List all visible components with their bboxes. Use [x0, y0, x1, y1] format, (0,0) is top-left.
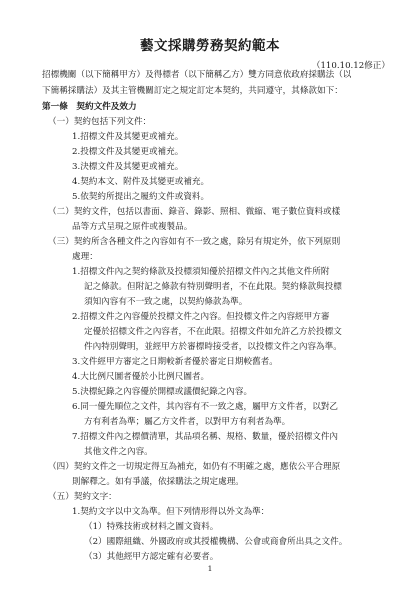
list-item: 方有利者為準；屬乙方文件者，以對甲方有利者為準。 [84, 417, 291, 427]
list-item: 5.依契約所提出之履約文件或資料。 [72, 192, 210, 202]
list-item: 定優於招標文件之內容者，不在此限。招標文件如允許乙方於投標文 [84, 327, 342, 337]
intro-line: 下簡稱採購法）及其主管機關訂定之規定訂定本契約，共同遵守，其條款如下： [42, 86, 343, 96]
section-paragraph: 則解釋之。如有爭議，依採購法之規定處理。 [72, 477, 244, 487]
list-item: 1.契約文字以中文為準。但下列情形得以外文為準： [72, 507, 270, 517]
page-number: 1 [207, 564, 213, 573]
list-item: 記之條款。但附記之條款有特別聲明者，不在此限。契約條款與投標 [84, 282, 342, 292]
list-item: 7.招標文件內之標價清單，其品項名稱、規格、數量，優於招標文件內 [72, 432, 339, 442]
list-item: 2.投標文件及其變更或補充。 [72, 147, 184, 157]
list-item: 1.招標文件內之契約條款及投標須知優於招標文件內之其他文件所附 [72, 267, 330, 277]
list-item: 件內特別聲明，並經甲方於審標時接受者，以投標文件之內容為準。 [84, 342, 342, 352]
list-item: 1.招標文件及其變更或補充。 [72, 132, 184, 142]
list-item: 4.契約本文、附件及其變更或補充。 [72, 177, 210, 187]
section-paragraph: 品等方式呈現之原件或複製品。 [72, 222, 193, 232]
section-heading: （三）契約所含各種文件之內容如有不一致之處，除另有規定外，依下列原則 [48, 237, 341, 247]
section-heading: 處理： [72, 252, 98, 262]
list-item: 5.決標紀錄之內容優於開標或議價紀錄之內容。 [72, 387, 253, 397]
list-item: 4.大比例尺圖者優於小比例尺圖者。 [72, 372, 210, 382]
article-heading: 第一條 契約文件及效力 [42, 102, 137, 112]
intro-line: 招標機關（以下簡稱甲方）及得標者（以下簡稱乙方）雙方同意依政府採購法（以 [42, 70, 352, 80]
list-item: 2.招標文件之內容優於投標文件之內容。但投標文件之內容經甲方審 [72, 312, 330, 322]
list-item: （1）特殊技術或材料之圖文資料。 [84, 522, 219, 532]
list-item: 須知內容有不一致之處，以契約條款為準。 [84, 297, 248, 307]
list-item: （3）其他經甲方認定確有必要者。 [84, 552, 219, 562]
section-paragraph: （二）契約文件，包括以書面、錄音、錄影、照相、微縮、電子數位資料或樣 [48, 207, 341, 217]
list-item: （2）國際組織、外國政府或其授權機構、公會或商會所出具之文件。 [84, 537, 348, 547]
section-heading: （五）契約文字： [48, 492, 117, 502]
list-item: 其他文件之內容。 [84, 447, 153, 457]
list-item: 3.文件經甲方審定之日期較新者優於審定日期較舊者。 [72, 357, 278, 367]
revision-date: （110.10.12修正） [311, 61, 390, 71]
list-item: 3.決標文件及其變更或補充。 [72, 162, 184, 172]
list-item: 6.同一優先順位之文件，其內容有不一致之處，屬甲方文件者，以對乙 [72, 402, 339, 412]
document-title: 藝文採購勞務契約範本 [140, 38, 280, 54]
section-paragraph: （四）契約文件之一切規定得互為補充，如仍有不明確之處，應依公平合理原 [48, 462, 341, 472]
section-heading: （一）契約包括下列文件： [48, 117, 152, 127]
